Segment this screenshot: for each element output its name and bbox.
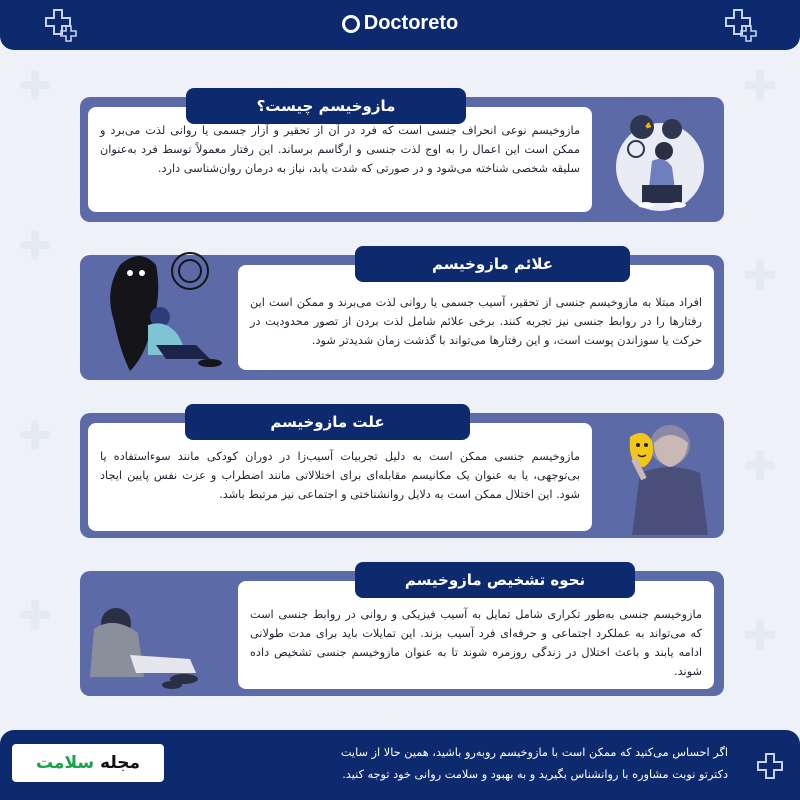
- section-title: مازوخیسم چیست؟: [186, 88, 466, 124]
- background-cross-icon: [745, 70, 775, 100]
- background-cross-icon: [745, 450, 775, 480]
- section-text: مازوخیسم جنسی به‌طور تکراری شامل تمایل به آسیب فیزیکی و روانی در روابط جنسی است که می‌تواند به عملکرد اجتماعی و حرفه‌ای فرد آسیب بزند. این تمایلات باید برای مدت طولانی ادامه یابند و باعث اختلال در زندگی روزمره شوند تا به عنوان مازوخیسم جنسی تشخیص داده شوند.: [238, 581, 714, 689]
- background-cross-icon: [745, 260, 775, 290]
- section-text: افراد مبتلا به مازوخیسم جنسی از تحقیر، آسیب جسمی یا روانی لذت می‌برند و ممکن است این رفتارها را در روابط جنسی نیز تجربه کنند. برخی علائم شامل لذت بردن از تصور محدودیت در حرکت یا سوزاندن پوست است، و این رفتارها می‌تواند با گذشت زمان شدیدتر شود.: [238, 265, 714, 370]
- crouching-person-illustration: [80, 595, 210, 695]
- background-cross-icon: [20, 230, 50, 260]
- background-cross-icon: [20, 600, 50, 630]
- section-text: مازوخیسم نوعی انحراف جنسی است که فرد در آن از تحقیر و آزار جسمی یا روانی لذت می‌برد و ممکن است این اعمال را به اوج لذت جنسی و ارگاسم برساند. این رفتار معمولاً توسط فرد به‌عنوان سلیقه شخصی شناخته می‌شود و در صورتی که شدت یابد، نیاز به درمان روان‌شناسی دارد.: [88, 107, 592, 212]
- badge-word: سلامت: [35, 753, 95, 773]
- background-cross-icon: [745, 620, 775, 650]
- section-title: علائم مازوخیسم: [355, 246, 630, 282]
- health-magazine-badge[interactable]: [10, 742, 166, 784]
- shadow-monster-illustration: [90, 245, 230, 375]
- footer-line: اگر احساس می‌کنید که ممکن است با مازوخیسم روبه‌رو باشید، همین حالا از سایت: [340, 746, 728, 759]
- brand-logo[interactable]: Doctoreto: [0, 12, 800, 35]
- section-text: مازوخیسم جنسی ممکن است به دلیل تجربیات آسیب‌زا در دوران کودکی مانند سوءاستفاده یا بی‌توجهی، یا به عنوان یک مکانیسم مقابله‌ای برای اختلالاتی مانند اضطراب و عزت نفس پایین ایجاد شود. این اختلال ممکن است به دلایل روانشناختی و اجتماعی نیز مرتبط باشد.: [88, 423, 592, 531]
- logo-icon: [342, 15, 360, 33]
- medical-cross-icon: [752, 750, 792, 790]
- background-cross-icon: [20, 420, 50, 450]
- medical-cross-icon: [720, 6, 760, 46]
- sad-person-illustration: [602, 105, 712, 215]
- footer-text: [168, 742, 728, 786]
- background-cross-icon: [20, 70, 50, 100]
- masked-person-illustration: [610, 417, 710, 535]
- header-bar: [0, 0, 800, 50]
- section-title: علت مازوخیسم: [185, 404, 470, 440]
- section-title: نحوه تشخیص مازوخیسم: [355, 562, 635, 598]
- footer-line: دکترتو نوبت مشاوره با روانشناس بگیرید و به بهبود و سلامت روانی خود توجه کنید.: [342, 768, 728, 781]
- badge-word: مجله: [100, 753, 141, 773]
